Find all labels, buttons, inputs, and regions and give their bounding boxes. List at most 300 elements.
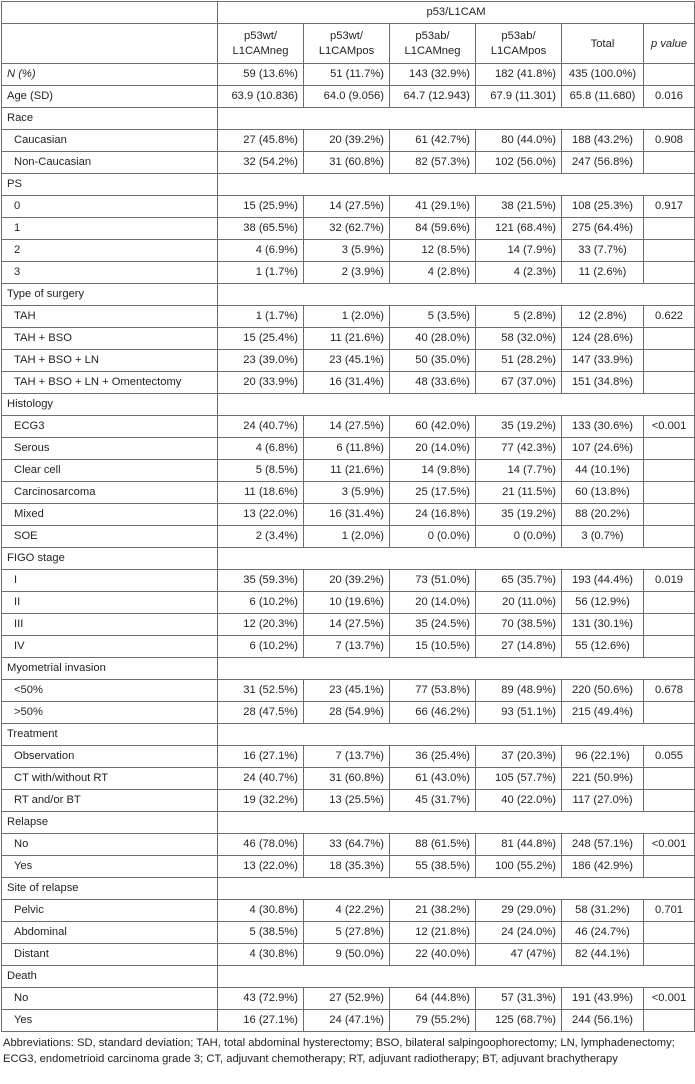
value-cell: 107 (24.6%) xyxy=(562,438,644,460)
value-cell: 11 (18.6%) xyxy=(218,482,304,504)
value-cell: 81 (44.8%) xyxy=(476,834,562,856)
value-cell: 11 (21.6%) xyxy=(304,460,390,482)
value-cell: 0 (0.0%) xyxy=(476,526,562,548)
group-label: Histology xyxy=(2,394,218,416)
value-cell: 24 (16.8%) xyxy=(390,504,476,526)
p-value-cell xyxy=(644,350,695,372)
value-cell: 100 (55.2%) xyxy=(476,856,562,878)
value-cell: 35 (19.2%) xyxy=(476,504,562,526)
value-cell: 5 (2.8%) xyxy=(476,306,562,328)
table-row xyxy=(2,438,695,460)
value-cell: 35 (24.5%) xyxy=(390,614,476,636)
group-header: p53/L1CAM xyxy=(218,2,695,24)
value-cell: 3 (0.7%) xyxy=(562,526,644,548)
value-cell: 275 (64.4%) xyxy=(562,218,644,240)
row-label: Yes xyxy=(2,856,218,878)
value-cell: 38 (21.5%) xyxy=(476,196,562,218)
row-label: 2 xyxy=(2,240,218,262)
p-value-cell xyxy=(644,152,695,174)
value-cell: 0 (0.0%) xyxy=(390,526,476,548)
value-cell: 16 (31.4%) xyxy=(304,372,390,394)
column-header-line: L1CAMneg xyxy=(404,45,461,57)
table-row xyxy=(2,240,695,262)
results-table xyxy=(1,1,695,1032)
table-row xyxy=(2,130,695,152)
p-value-cell xyxy=(644,592,695,614)
value-cell: 23 (39.0%) xyxy=(218,350,304,372)
row-label: >50% xyxy=(2,702,218,724)
p-value-cell xyxy=(644,240,695,262)
value-cell: 96 (22.1%) xyxy=(562,746,644,768)
value-cell: 36 (25.4%) xyxy=(390,746,476,768)
group-row xyxy=(2,878,695,900)
value-cell: 88 (61.5%) xyxy=(390,834,476,856)
value-cell: 186 (42.9%) xyxy=(562,856,644,878)
value-cell: 60 (13.8%) xyxy=(562,482,644,504)
table-row xyxy=(2,350,695,372)
value-cell: 4 (22.2%) xyxy=(304,900,390,922)
group-spacer xyxy=(218,174,695,196)
table-row xyxy=(2,196,695,218)
value-cell: 70 (38.5%) xyxy=(476,614,562,636)
value-cell: 38 (65.5%) xyxy=(218,218,304,240)
value-cell: 31 (60.8%) xyxy=(304,152,390,174)
column-header-line: L1CAMpos xyxy=(318,45,375,57)
column-header-line: p53ab/ xyxy=(415,30,450,42)
group-row xyxy=(2,108,695,130)
group-spacer xyxy=(218,284,695,306)
value-cell: 125 (68.7%) xyxy=(476,1010,562,1032)
value-cell: 4 (30.8%) xyxy=(218,944,304,966)
value-cell: 191 (43.9%) xyxy=(562,988,644,1010)
value-cell: 13 (22.0%) xyxy=(218,856,304,878)
group-row xyxy=(2,966,695,988)
row-label: Age (SD) xyxy=(2,86,218,108)
value-cell: 80 (44.0%) xyxy=(476,130,562,152)
value-cell: 4 (6.9%) xyxy=(218,240,304,262)
table-row xyxy=(2,306,695,328)
value-cell: 32 (54.2%) xyxy=(218,152,304,174)
value-cell: 7 (13.7%) xyxy=(304,746,390,768)
value-cell: 27 (45.8%) xyxy=(218,130,304,152)
row-label: Carcinosarcoma xyxy=(2,482,218,504)
row-label: Distant xyxy=(2,944,218,966)
group-row xyxy=(2,724,695,746)
value-cell: 88 (20.2%) xyxy=(562,504,644,526)
column-header-line: p53ab/ xyxy=(501,30,536,42)
p-value-cell: 0.908 xyxy=(644,130,695,152)
group-label: Relapse xyxy=(2,812,218,834)
value-cell: 4 (2.3%) xyxy=(476,262,562,284)
column-header-line: p value xyxy=(650,37,688,50)
group-spacer xyxy=(218,658,695,680)
value-cell: 20 (11.0%) xyxy=(476,592,562,614)
p-value-cell: <0.001 xyxy=(644,416,695,438)
value-cell: 12 (20.3%) xyxy=(218,614,304,636)
group-spacer xyxy=(218,108,695,130)
value-cell: 3 (5.9%) xyxy=(304,240,390,262)
value-cell: 20 (39.2%) xyxy=(304,570,390,592)
value-cell: 47 (47%) xyxy=(476,944,562,966)
p-value-cell xyxy=(644,372,695,394)
column-header-line: L1CAMneg xyxy=(232,45,289,57)
group-row xyxy=(2,394,695,416)
value-cell: 33 (7.7%) xyxy=(562,240,644,262)
value-cell: 67 (37.0%) xyxy=(476,372,562,394)
table-row xyxy=(2,218,695,240)
p-value-cell xyxy=(644,1010,695,1032)
value-cell: 32 (62.7%) xyxy=(304,218,390,240)
p-value-cell xyxy=(644,856,695,878)
table-row xyxy=(2,504,695,526)
value-cell: 20 (14.0%) xyxy=(390,592,476,614)
value-cell: 84 (59.6%) xyxy=(390,218,476,240)
value-cell: 143 (32.9%) xyxy=(390,64,476,86)
value-cell: 4 (2.8%) xyxy=(390,262,476,284)
value-cell: 57 (31.3%) xyxy=(476,988,562,1010)
table-row xyxy=(2,64,695,86)
group-label: Myometrial invasion xyxy=(2,658,218,680)
table-row xyxy=(2,746,695,768)
value-cell: 51 (28.2%) xyxy=(476,350,562,372)
value-cell: 14 (9.8%) xyxy=(390,460,476,482)
value-cell: 46 (24.7%) xyxy=(562,922,644,944)
p-value-cell xyxy=(644,944,695,966)
p-value-cell xyxy=(644,790,695,812)
corner-cell xyxy=(2,2,218,24)
value-cell: 33 (64.7%) xyxy=(304,834,390,856)
row-label: II xyxy=(2,592,218,614)
value-cell: 65.8 (11.680) xyxy=(562,86,644,108)
value-cell: 37 (20.3%) xyxy=(476,746,562,768)
value-cell: 20 (14.0%) xyxy=(390,438,476,460)
value-cell: 1 (1.7%) xyxy=(218,306,304,328)
group-label: Site of relapse xyxy=(2,878,218,900)
value-cell: 4 (30.8%) xyxy=(218,900,304,922)
column-header xyxy=(562,24,644,64)
table-row xyxy=(2,526,695,548)
value-cell: 55 (38.5%) xyxy=(390,856,476,878)
value-cell: 188 (43.2%) xyxy=(562,130,644,152)
value-cell: 248 (57.1%) xyxy=(562,834,644,856)
value-cell: 131 (30.1%) xyxy=(562,614,644,636)
value-cell: 55 (12.6%) xyxy=(562,636,644,658)
table-row xyxy=(2,680,695,702)
group-label: Death xyxy=(2,966,218,988)
value-cell: 56 (12.9%) xyxy=(562,592,644,614)
p-value-cell xyxy=(644,614,695,636)
value-cell: 11 (2.6%) xyxy=(562,262,644,284)
value-cell: 124 (28.6%) xyxy=(562,328,644,350)
value-cell: 220 (50.6%) xyxy=(562,680,644,702)
group-label: FIGO stage xyxy=(2,548,218,570)
value-cell: 64 (44.8%) xyxy=(390,988,476,1010)
table-row xyxy=(2,570,695,592)
group-spacer xyxy=(218,878,695,900)
value-cell: 244 (56.1%) xyxy=(562,1010,644,1032)
table-row xyxy=(2,460,695,482)
value-cell: 40 (22.0%) xyxy=(476,790,562,812)
value-cell: 15 (25.4%) xyxy=(218,328,304,350)
table-row xyxy=(2,1010,695,1032)
value-cell: 10 (19.6%) xyxy=(304,592,390,614)
p-value-cell xyxy=(644,438,695,460)
value-cell: 5 (8.5%) xyxy=(218,460,304,482)
row-label: III xyxy=(2,614,218,636)
value-cell: 14 (7.9%) xyxy=(476,240,562,262)
row-label: Caucasian xyxy=(2,130,218,152)
value-cell: 16 (27.1%) xyxy=(218,746,304,768)
row-label: N (%) xyxy=(2,64,218,86)
value-cell: 221 (50.9%) xyxy=(562,768,644,790)
value-cell: 77 (42.3%) xyxy=(476,438,562,460)
value-cell: 1 (2.0%) xyxy=(304,306,390,328)
value-cell: 50 (35.0%) xyxy=(390,350,476,372)
p-value-cell: <0.001 xyxy=(644,834,695,856)
column-header xyxy=(390,24,476,64)
row-label: Clear cell xyxy=(2,460,218,482)
group-row xyxy=(2,812,695,834)
value-cell: 31 (60.8%) xyxy=(304,768,390,790)
value-cell: 14 (27.5%) xyxy=(304,416,390,438)
value-cell: 117 (27.0%) xyxy=(562,790,644,812)
value-cell: 58 (32.0%) xyxy=(476,328,562,350)
value-cell: 9 (50.0%) xyxy=(304,944,390,966)
group-row xyxy=(2,548,695,570)
group-row xyxy=(2,174,695,196)
p-value-cell xyxy=(644,526,695,548)
table-row xyxy=(2,922,695,944)
value-cell: 41 (29.1%) xyxy=(390,196,476,218)
row-label: Yes xyxy=(2,1010,218,1032)
value-cell: 29 (29.0%) xyxy=(476,900,562,922)
table-footnote: Abbreviations: SD, standard deviation; TAH, total abdominal hysterectomy; BSO, bilateral salpingoophorectomy; LN, lymphadenectomy; ECG3, endometrioid carcinoma grade 3; CT, adjuvant chemotherapy; RT, adjuvant radiotherapy; BT, adjuvant brachytherapy xyxy=(3,1037,675,1065)
value-cell: 58 (31.2%) xyxy=(562,900,644,922)
table-page xyxy=(0,1,688,1067)
p-value-cell xyxy=(644,64,695,86)
value-cell: 14 (27.5%) xyxy=(304,614,390,636)
value-cell: 14 (27.5%) xyxy=(304,196,390,218)
value-cell: 22 (40.0%) xyxy=(390,944,476,966)
row-label: 1 xyxy=(2,218,218,240)
value-cell: 25 (17.5%) xyxy=(390,482,476,504)
group-row xyxy=(2,658,695,680)
value-cell: 63.9 (10.836) xyxy=(218,86,304,108)
column-header xyxy=(476,24,562,64)
p-value-cell: 0.678 xyxy=(644,680,695,702)
value-cell: 40 (28.0%) xyxy=(390,328,476,350)
value-cell: 2 (3.4%) xyxy=(218,526,304,548)
row-label: TAH xyxy=(2,306,218,328)
value-cell: 24 (24.0%) xyxy=(476,922,562,944)
column-header-line: p53wt/ xyxy=(244,30,277,42)
value-cell: 35 (19.2%) xyxy=(476,416,562,438)
row-label: No xyxy=(2,988,218,1010)
p-value-cell xyxy=(644,460,695,482)
value-cell: 15 (25.9%) xyxy=(218,196,304,218)
value-cell: 147 (33.9%) xyxy=(562,350,644,372)
value-cell: 27 (52.9%) xyxy=(304,988,390,1010)
value-cell: 5 (3.5%) xyxy=(390,306,476,328)
value-cell: 77 (53.8%) xyxy=(390,680,476,702)
value-cell: 24 (40.7%) xyxy=(218,416,304,438)
value-cell: 27 (14.8%) xyxy=(476,636,562,658)
table-row xyxy=(2,768,695,790)
value-cell: 13 (25.5%) xyxy=(304,790,390,812)
value-cell: 3 (5.9%) xyxy=(304,482,390,504)
row-label: Non-Caucasian xyxy=(2,152,218,174)
value-cell: 60 (42.0%) xyxy=(390,416,476,438)
group-label: Treatment xyxy=(2,724,218,746)
p-value-cell xyxy=(644,768,695,790)
group-spacer xyxy=(218,394,695,416)
value-cell: 61 (42.7%) xyxy=(390,130,476,152)
p-value-cell xyxy=(644,218,695,240)
group-spacer xyxy=(218,966,695,988)
table-row xyxy=(2,900,695,922)
value-cell: 105 (57.7%) xyxy=(476,768,562,790)
value-cell: 14 (7.7%) xyxy=(476,460,562,482)
row-label: Pelvic xyxy=(2,900,218,922)
column-header xyxy=(644,24,695,64)
value-cell: 20 (33.9%) xyxy=(218,372,304,394)
table-row xyxy=(2,790,695,812)
value-cell: 61 (43.0%) xyxy=(390,768,476,790)
value-cell: 28 (47.5%) xyxy=(218,702,304,724)
value-cell: 5 (38.5%) xyxy=(218,922,304,944)
value-cell: 24 (47.1%) xyxy=(304,1010,390,1032)
value-cell: 435 (100.0%) xyxy=(562,64,644,86)
value-cell: 4 (6.8%) xyxy=(218,438,304,460)
value-cell: 31 (52.5%) xyxy=(218,680,304,702)
column-header xyxy=(218,24,304,64)
column-header xyxy=(304,24,390,64)
row-label: I xyxy=(2,570,218,592)
p-value-cell: 0.019 xyxy=(644,570,695,592)
value-cell: 18 (35.3%) xyxy=(304,856,390,878)
value-cell: 59 (13.6%) xyxy=(218,64,304,86)
value-cell: 44 (10.1%) xyxy=(562,460,644,482)
row-label: RT and/or BT xyxy=(2,790,218,812)
row-label: CT with/without RT xyxy=(2,768,218,790)
label-column-header xyxy=(2,24,218,64)
table-row xyxy=(2,372,695,394)
row-label: Mixed xyxy=(2,504,218,526)
value-cell: 67.9 (11.301) xyxy=(476,86,562,108)
value-cell: 13 (22.0%) xyxy=(218,504,304,526)
row-label: 3 xyxy=(2,262,218,284)
group-label: Type of surgery xyxy=(2,284,218,306)
value-cell: 79 (55.2%) xyxy=(390,1010,476,1032)
p-value-cell xyxy=(644,262,695,284)
value-cell: 102 (56.0%) xyxy=(476,152,562,174)
row-label: SOE xyxy=(2,526,218,548)
row-label: Observation xyxy=(2,746,218,768)
value-cell: 6 (11.8%) xyxy=(304,438,390,460)
p-value-cell: 0.701 xyxy=(644,900,695,922)
value-cell: 193 (44.4%) xyxy=(562,570,644,592)
p-value-cell xyxy=(644,922,695,944)
group-label: PS xyxy=(2,174,218,196)
group-spacer xyxy=(218,724,695,746)
column-header-line: Total xyxy=(590,37,615,50)
p-value-cell: 0.622 xyxy=(644,306,695,328)
table-row xyxy=(2,614,695,636)
value-cell: 35 (59.3%) xyxy=(218,570,304,592)
value-cell: 43 (72.9%) xyxy=(218,988,304,1010)
table-row xyxy=(2,482,695,504)
group-row xyxy=(2,284,695,306)
table-row xyxy=(2,856,695,878)
value-cell: 1 (1.7%) xyxy=(218,262,304,284)
value-cell: 93 (51.1%) xyxy=(476,702,562,724)
value-cell: 48 (33.6%) xyxy=(390,372,476,394)
column-header-line: L1CAMpos xyxy=(490,45,547,57)
value-cell: 64.7 (12.943) xyxy=(390,86,476,108)
table-row xyxy=(2,152,695,174)
column-header-line: p53wt/ xyxy=(330,30,363,42)
value-cell: 151 (34.8%) xyxy=(562,372,644,394)
p-value-cell xyxy=(644,328,695,350)
value-cell: 73 (51.0%) xyxy=(390,570,476,592)
row-label: ECG3 xyxy=(2,416,218,438)
p-value-cell xyxy=(644,636,695,658)
p-value-cell: 0.917 xyxy=(644,196,695,218)
value-cell: 6 (10.2%) xyxy=(218,636,304,658)
table-row xyxy=(2,86,695,108)
value-cell: 28 (54.9%) xyxy=(304,702,390,724)
value-cell: 16 (27.1%) xyxy=(218,1010,304,1032)
value-cell: 12 (2.8%) xyxy=(562,306,644,328)
value-cell: 12 (21.8%) xyxy=(390,922,476,944)
value-cell: 89 (48.9%) xyxy=(476,680,562,702)
value-cell: 133 (30.6%) xyxy=(562,416,644,438)
value-cell: 2 (3.9%) xyxy=(304,262,390,284)
p-value-cell xyxy=(644,702,695,724)
value-cell: 23 (45.1%) xyxy=(304,350,390,372)
row-label: TAH + BSO xyxy=(2,328,218,350)
table-row xyxy=(2,416,695,438)
row-label: TAH + BSO + LN + Omentectomy xyxy=(2,372,218,394)
table-row xyxy=(2,262,695,284)
row-label: 0 xyxy=(2,196,218,218)
value-cell: 45 (31.7%) xyxy=(390,790,476,812)
value-cell: 16 (31.4%) xyxy=(304,504,390,526)
value-cell: 5 (27.8%) xyxy=(304,922,390,944)
row-label: No xyxy=(2,834,218,856)
value-cell: 46 (78.0%) xyxy=(218,834,304,856)
value-cell: 247 (56.8%) xyxy=(562,152,644,174)
table-row xyxy=(2,328,695,350)
value-cell: 19 (32.2%) xyxy=(218,790,304,812)
row-label: Abdominal xyxy=(2,922,218,944)
row-label: IV xyxy=(2,636,218,658)
value-cell: 12 (8.5%) xyxy=(390,240,476,262)
value-cell: 215 (49.4%) xyxy=(562,702,644,724)
p-value-cell: 0.055 xyxy=(644,746,695,768)
value-cell: 121 (68.4%) xyxy=(476,218,562,240)
value-cell: 51 (11.7%) xyxy=(304,64,390,86)
p-value-cell xyxy=(644,482,695,504)
value-cell: 23 (45.1%) xyxy=(304,680,390,702)
table-row xyxy=(2,702,695,724)
value-cell: 21 (38.2%) xyxy=(390,900,476,922)
row-label: <50% xyxy=(2,680,218,702)
value-cell: 182 (41.8%) xyxy=(476,64,562,86)
value-cell: 21 (11.5%) xyxy=(476,482,562,504)
group-spacer xyxy=(218,812,695,834)
table-row xyxy=(2,944,695,966)
